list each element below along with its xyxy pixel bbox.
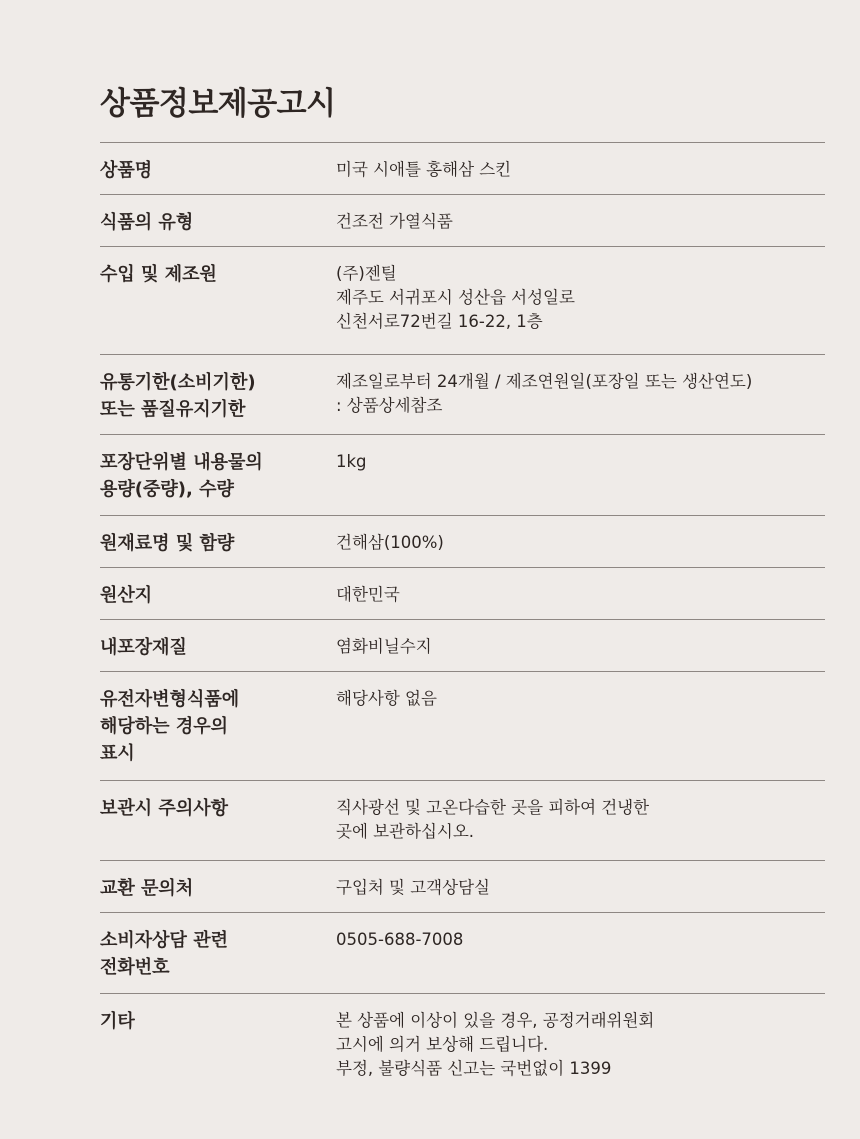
row-value: 구입처 및 고객상담실 [336, 878, 490, 897]
table-row-gmo [100, 672, 825, 781]
row-value: (주)젠틸 제주도 서귀포시 성산읍 서성일로 신천서로72번길 16-22, 1층 [336, 264, 575, 331]
row-label: 유전자변형식품에 해당하는 경우의 표시 [100, 689, 240, 764]
table-row-storage [100, 781, 825, 861]
row-label: 포장단위별 내용물의 용량(중량), 수량 [100, 452, 263, 500]
table-row-ingredients [100, 516, 825, 568]
table-row-capacity [100, 435, 825, 516]
row-label: 내포장재질 [100, 637, 187, 658]
table-row-importer-manufacturer [100, 247, 825, 355]
info-table [100, 143, 825, 1100]
row-value: 1kg [336, 452, 367, 471]
row-value: 제조일로부터 24개월 / 제조연원일(포장일 또는 생산연도) : 상품상세참조 [336, 372, 753, 415]
row-value: 직사광선 및 고온다습한 곳을 피하여 건냉한 곳에 보관하십시오. [336, 798, 650, 841]
row-label: 보관시 주의사항 [100, 798, 228, 819]
row-label: 소비자상담 관련 전화번호 [100, 930, 228, 978]
row-label: 유통기한(소비기한) 또는 품질유지기한 [100, 372, 256, 420]
row-label: 수입 및 제조원 [100, 264, 217, 285]
table-row-origin [100, 568, 825, 620]
row-label: 교환 문의처 [100, 878, 194, 899]
table-row-expiry [100, 355, 825, 435]
table-row-packaging-material [100, 620, 825, 672]
row-label: 식품의 유형 [100, 212, 194, 233]
row-label: 기타 [100, 1011, 135, 1032]
table-row-exchange-contact [100, 861, 825, 913]
row-value: 해당사항 없음 [336, 689, 437, 708]
row-value: 미국 시애틀 홍해삼 스킨 [336, 160, 512, 179]
page-title: 상품정보제공고시 [100, 0, 825, 143]
row-value: 본 상품에 이상이 있을 경우, 공정거래위원회 고시에 의거 보상해 드립니다. 부정, 불량식품 신고는 국번없이 1399 [336, 1011, 655, 1078]
row-value: 건해삼(100%) [336, 533, 444, 552]
table-row-etc [100, 994, 825, 1100]
table-row-product-name [100, 143, 825, 195]
row-label: 상품명 [100, 160, 153, 181]
row-value: 대한민국 [336, 585, 400, 604]
row-value: 0505-688-7008 [336, 930, 464, 949]
row-value: 건조전 가열식품 [336, 212, 453, 231]
row-value: 염화비닐수지 [336, 637, 432, 656]
product-info-notice [100, 0, 825, 1100]
table-row-consumer-phone [100, 913, 825, 994]
table-row-food-type [100, 195, 825, 247]
row-label: 원재료명 및 함량 [100, 533, 235, 554]
row-label: 원산지 [100, 585, 153, 606]
